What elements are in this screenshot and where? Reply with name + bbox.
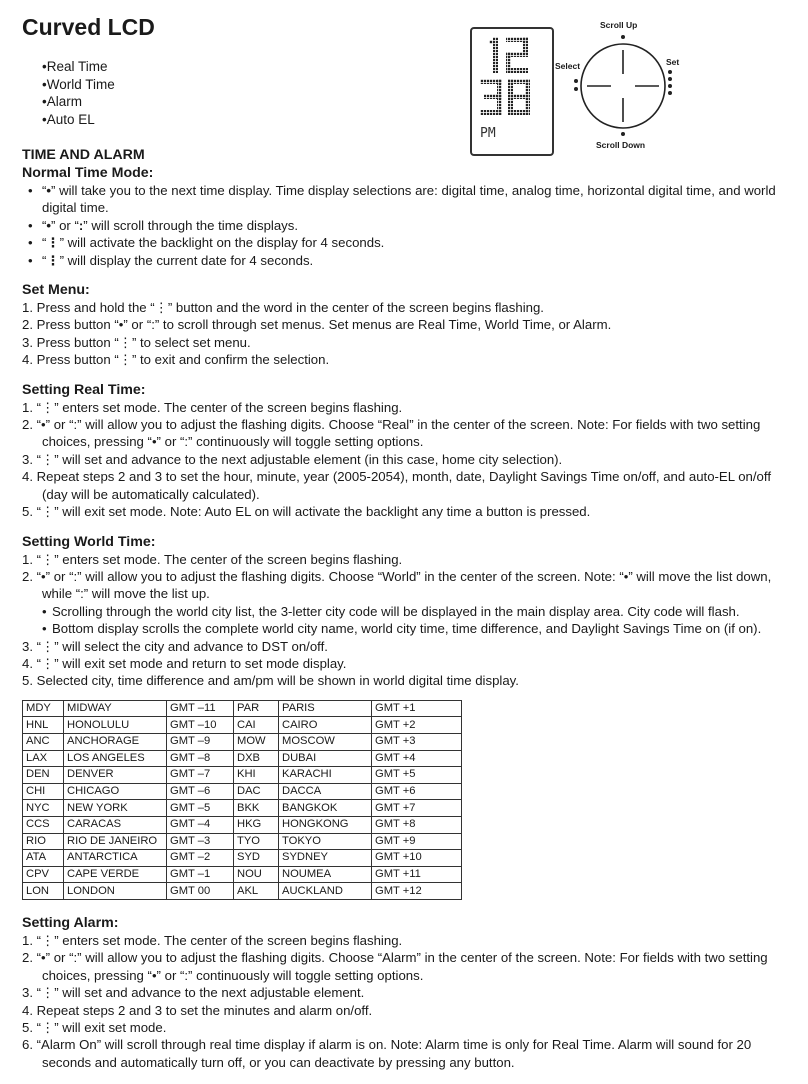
table-row <box>23 800 462 817</box>
table-cell: GMT –7 <box>167 767 234 784</box>
section-set-menu <box>22 281 786 369</box>
table-cell: DENVER <box>64 767 167 784</box>
table-cell: HONGKONG <box>279 816 372 833</box>
table-cell: GMT +9 <box>372 833 462 850</box>
table-cell: GMT +2 <box>372 717 462 734</box>
table-cell: SYD <box>234 850 279 867</box>
list-item: 4. Repeat steps 2 and 3 to set the hour, minute, year (2005-2054), month, date, Daylight Savings Time on/off, and auto-EL on/off (day will be automatically calculated). <box>22 469 771 502</box>
world-city-table <box>22 700 462 900</box>
list-item: • “•” or “:” will scroll through the time displays. <box>22 217 786 234</box>
section-world-time <box>22 533 786 690</box>
section-normal-time <box>22 146 786 269</box>
table-cell: GMT –8 <box>167 750 234 767</box>
table-cell: BANGKOK <box>279 800 372 817</box>
table-cell: HKG <box>234 816 279 833</box>
feature-item: • Alarm <box>22 93 115 111</box>
table-cell: NEW YORK <box>64 800 167 817</box>
table-cell: PARIS <box>279 700 372 717</box>
table-cell: RIO <box>23 833 64 850</box>
table-cell: KARACHI <box>279 767 372 784</box>
table-cell: CPV <box>23 866 64 883</box>
table-cell: ANCHORAGE <box>64 733 167 750</box>
list-item: • “•” will take you to the next time display. Time display selections are: digital time, analog time, horizontal digital time, and world digital time. <box>22 182 786 217</box>
table-cell: MDY <box>23 700 64 717</box>
table-cell: GMT +12 <box>372 883 462 900</box>
table-cell: GMT +10 <box>372 850 462 867</box>
table-cell: ANC <box>23 733 64 750</box>
table-cell: AKL <box>234 883 279 900</box>
table-cell: LONDON <box>64 883 167 900</box>
list-item: 1. “⋮” enters set mode. The center of the screen begins flashing. <box>22 551 403 567</box>
table-cell: AUCKLAND <box>279 883 372 900</box>
table-row <box>23 883 462 900</box>
table-cell: NYC <box>23 800 64 817</box>
table-cell: GMT –3 <box>167 833 234 850</box>
table-cell: GMT –11 <box>167 700 234 717</box>
table-cell: GMT –1 <box>167 866 234 883</box>
table-cell: GMT –6 <box>167 783 234 800</box>
table-cell: TYO <box>234 833 279 850</box>
list-item: 3. Press button “⋮” to select set menu. <box>22 334 251 350</box>
table-cell: MOSCOW <box>279 733 372 750</box>
list-item: 6. “Alarm On” will scroll through real time display if alarm is on. Note: Alarm time is only for Real Time. Alarm will sound for 20 seconds and automatically turn off, or you can deactivate by pressing any button. <box>22 1037 752 1070</box>
table-cell: GMT +1 <box>372 700 462 717</box>
section-alarm <box>22 914 786 1071</box>
table-cell: GMT +5 <box>372 767 462 784</box>
table-row <box>23 816 462 833</box>
section-real-time <box>22 381 786 521</box>
table-cell: DEN <box>23 767 64 784</box>
table-cell: GMT –9 <box>167 733 234 750</box>
feature-list <box>22 58 115 128</box>
table-cell: DACCA <box>279 783 372 800</box>
table-cell: DAC <box>234 783 279 800</box>
table-cell: GMT +8 <box>372 816 462 833</box>
table-cell: LOS ANGELES <box>64 750 167 767</box>
table-cell: ANTARCTICA <box>64 850 167 867</box>
list-item: 4. Press button “⋮” to exit and confirm the selection. <box>22 352 330 368</box>
table-cell: DUBAI <box>279 750 372 767</box>
list-item: 2. Press button “•” or “:” to scroll through set menus. Set menus are Real Time, World Time, or Alarm. <box>22 317 612 333</box>
lcd-ampm: PM <box>480 126 496 141</box>
feature-item: • Real Time <box>22 58 115 76</box>
table-cell: CHI <box>23 783 64 800</box>
list-item: 1. “⋮” enters set mode. The center of the screen begins flashing. <box>22 932 403 948</box>
table-cell: CCS <box>23 816 64 833</box>
table-cell: PAR <box>234 700 279 717</box>
list-item: 4. “⋮” will exit set mode and return to set mode display. <box>22 655 347 671</box>
list-item: 1. “⋮” enters set mode. The center of the screen begins flashing. <box>22 399 403 415</box>
feature-item: • World Time <box>22 76 115 94</box>
feature-item: • Auto EL <box>22 111 115 129</box>
section-heading: Set Menu: <box>22 282 90 299</box>
list-item: • “⋮” will activate the backlight on the display for 4 seconds. <box>22 234 786 251</box>
table-cell: CARACAS <box>64 816 167 833</box>
table-cell: CAPE VERDE <box>64 866 167 883</box>
list-item: 2. “•” or “:” will allow you to adjust the flashing digits. Choose “Alarm” in the center of the screen. Note: For fields with two setting choices, pressing “•” or “:” continuously will toggle setting options. <box>22 950 768 983</box>
instructions <box>22 146 786 1071</box>
list-item: • Bottom display scrolls the complete world city name, world city time, time difference, and Daylight Savings Time on (if on). <box>22 620 786 637</box>
set-label: Set <box>666 57 680 67</box>
table-cell: LAX <box>23 750 64 767</box>
table-row <box>23 783 462 800</box>
table-cell: NOU <box>234 866 279 883</box>
table-cell: DXB <box>234 750 279 767</box>
table-cell: CHICAGO <box>64 783 167 800</box>
table-cell: GMT –4 <box>167 816 234 833</box>
section-heading: Setting World Time: <box>22 533 156 550</box>
section-heading: Setting Alarm: <box>22 914 119 931</box>
table-row <box>23 700 462 717</box>
scroll-down-label: Scroll Down <box>596 140 646 150</box>
list-item: 2. “•” or “:” will allow you to adjust the flashing digits. Choose “World” in the center of the screen. Note: “•” will move the list down, while “:” will move the list up. <box>22 568 772 602</box>
table-cell: HONOLULU <box>64 717 167 734</box>
table-row <box>23 733 462 750</box>
table-row <box>23 767 462 784</box>
table-cell: GMT 00 <box>167 883 234 900</box>
page-title: Curved LCD <box>22 14 155 40</box>
table-row <box>23 750 462 767</box>
table-cell: GMT +6 <box>372 783 462 800</box>
list-item: 5. “⋮” will exit set mode. Note: Auto EL on will activate the backlight any time a button is pressed. <box>22 504 591 520</box>
table-cell: MOW <box>234 733 279 750</box>
lcd-display-illustration <box>470 27 554 156</box>
list-item: 3. “⋮” will set and advance to the next adjustable element (in this case, home city selection). <box>22 451 563 467</box>
list-item: 5. Selected city, time difference and am/pm will be shown in world digital time display. <box>22 673 519 689</box>
select-label: Select <box>555 61 581 71</box>
list-item: • “⋮” will display the current date for 4 seconds. <box>22 252 786 269</box>
table-row <box>23 717 462 734</box>
table-row <box>23 866 462 883</box>
table-cell: GMT –2 <box>167 850 234 867</box>
table-cell: ATA <box>23 850 64 867</box>
table-cell: BKK <box>234 800 279 817</box>
watch-face-icon <box>568 30 678 142</box>
list-item: 2. “•” or “:” will allow you to adjust the flashing digits. Choose “Real” in the center of the screen. Note: For fields with two setting choices, pressing “•” or “:” continuously will toggle setting options. <box>22 417 761 450</box>
table-cell: GMT +4 <box>372 750 462 767</box>
table-row <box>23 850 462 867</box>
table-cell: TOKYO <box>279 833 372 850</box>
section-heading: Normal Time Mode: <box>22 165 154 181</box>
table-cell: GMT +11 <box>372 866 462 883</box>
lcd-digits-icon <box>472 29 552 154</box>
table-cell: GMT –5 <box>167 800 234 817</box>
table-cell: GMT +7 <box>372 800 462 817</box>
section-heading: TIME AND ALARM <box>22 147 145 163</box>
list-item: 4. Repeat steps 2 and 3 to set the minutes and alarm on/off. <box>22 1002 373 1018</box>
table-cell: LON <box>23 883 64 900</box>
list-item: 3. “⋮” will set and advance to the next adjustable element. <box>22 985 365 1001</box>
table-cell: KHI <box>234 767 279 784</box>
table-cell: CAIRO <box>279 717 372 734</box>
table-cell: CAI <box>234 717 279 734</box>
list-item: 1. Press and hold the “⋮” button and the word in the center of the screen begins flashing. <box>22 300 544 316</box>
table-cell: GMT +3 <box>372 733 462 750</box>
list-item: • Scrolling through the world city list, the 3-letter city code will be displayed in the main display area. City code will flash. <box>22 603 786 620</box>
table-cell: MIDWAY <box>64 700 167 717</box>
scroll-up-label: Scroll Up <box>600 20 638 30</box>
table-row <box>23 833 462 850</box>
table-cell: GMT –10 <box>167 717 234 734</box>
table-cell: NOUMEA <box>279 866 372 883</box>
table-cell: HNL <box>23 717 64 734</box>
table-cell: SYDNEY <box>279 850 372 867</box>
list-item: 3. “⋮” will select the city and advance to DST on/off. <box>22 638 328 654</box>
table-cell: RIO DE JANEIRO <box>64 833 167 850</box>
section-heading: Setting Real Time: <box>22 381 146 398</box>
list-item: 5. “⋮” will exit set mode. <box>22 1019 167 1035</box>
